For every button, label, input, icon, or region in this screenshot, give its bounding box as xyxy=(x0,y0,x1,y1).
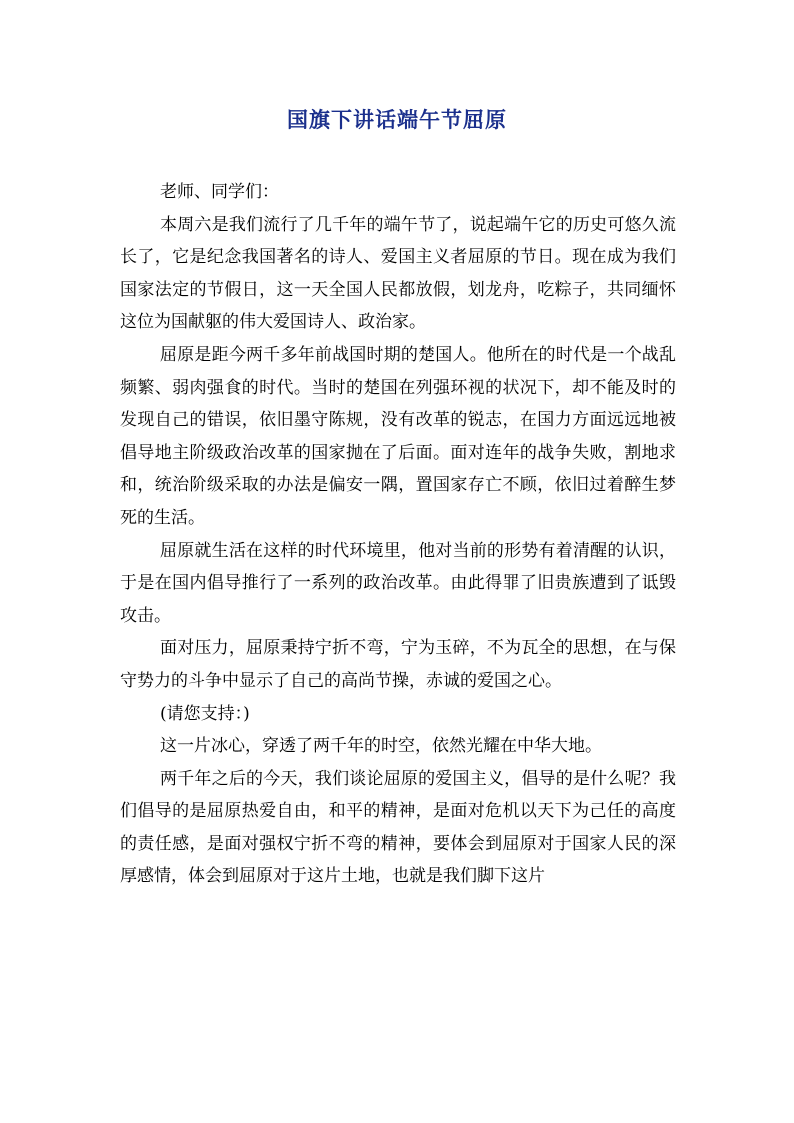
paragraph-greeting: 老师、同学们： xyxy=(160,182,279,202)
page-title: 国旗下讲话端午节屈原 xyxy=(287,107,507,132)
paragraph-1: 本周六是我们流行了几千年的端午节了，说起端午它的历史可悠久流长了，它是纪念我国著名的诗人、爱国主义者屈原的节日。现在成为我们国家法定的节假日，这一天全国人民都放假，划龙舟，吃粽子，共同缅怀这位为国献躯的伟大爱国诗人、政治家。 xyxy=(120,214,676,333)
paragraph-6: 这一片冰心，穿透了两千年的时空，依然光耀在中华大地。 xyxy=(160,736,602,757)
paragraph-3: 屈原就生活在这样的时代环境里，他对当前的形势有着清醒的认识，于是在国内倡导推行了一系列的政治改革。由此得罪了旧贵族遭到了诋毁攻击。 xyxy=(120,540,676,626)
paragraph-5: (请您支持：) xyxy=(160,703,250,724)
paragraph-2: 屈原是距今两千多年前战国时期的楚国人。他所在的时代是一个战乱频繁、弱肉强食的时代。当时的楚国在列强环视的状况下，却不能及时的发现自己的错误，依旧墨守陈规，没有改革的锐志，在国力方面远远地被倡导地主阶级政治改革的国家抛在了后面。面对连年的战争失败，割地求和，统治阶级采取的办法是偏安一隅，置国家存亡不顾，依旧过着醉生梦死的生活。 xyxy=(120,344,676,528)
paragraph-7: 两千年之后的今天，我们谈论屈原的爱国主义，倡导的是什么呢？我们倡导的是屈原热爱自由，和平的精神，是面对危机以天下为己任的高度的责任感，是面对强权宁折不弯的精神，要体会到屈原对于国家人民的深厚感情，体会到屈原对于这片土地，也就是我们脚下这片 xyxy=(120,768,676,887)
document-body xyxy=(120,176,676,893)
paragraph-4: 面对压力，屈原秉持宁折不弯，宁为玉碎，不为瓦全的思想，在与保守势力的斗争中显示了自己的高尚节操，赤诚的爱国之心。 xyxy=(120,638,676,691)
